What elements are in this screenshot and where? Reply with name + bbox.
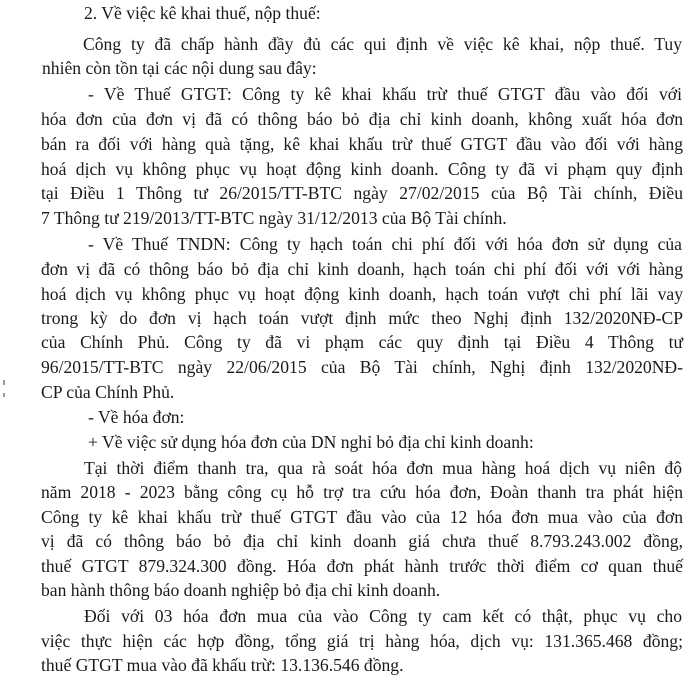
paragraph-line: bán ra đối với hàng quà tặng, kê khai khấu trừ thuế GTGT đầu vào đối với hàng bbox=[41, 134, 683, 154]
subheading: - Về hóa đơn: bbox=[88, 407, 185, 427]
paragraph-line: ban hành thông báo doanh nghiệp bỏ địa chỉ kinh doanh. bbox=[41, 580, 441, 600]
paragraph-line: hóa đơn của đơn vị đã có thông báo bỏ địa chỉ kinh doanh, không xuất hóa đơn bbox=[41, 109, 683, 129]
paragraph-line: tại Điều 1 Thông tư 26/2015/TT-BTC ngày 27/02/2015 của Bộ Tài chính, Điều bbox=[41, 183, 683, 203]
paragraph-line: 7 Thông tư 219/2013/TT-BTC ngày 31/12/2013 của Bộ Tài chính. bbox=[41, 208, 507, 228]
subheading: + Về việc sử dụng hóa đơn của DN nghỉ bỏ địa chỉ kinh doanh: bbox=[88, 432, 534, 452]
paragraph-line: hoá dịch vụ không phục vụ hoạt động kinh doanh, hạch toán vượt chi phí lãi vay bbox=[41, 284, 683, 304]
paragraph-line: của Chính Phủ. Công ty đã vi phạm các quy định tại Điều 4 Thông tư bbox=[41, 332, 683, 352]
paragraph-line: 96/2015/TT-BTC ngày 22/06/2015 của Bộ Tài chính, Nghị định 132/2020NĐ- bbox=[41, 357, 683, 377]
paragraph-line: thuế GTGT 879.324.300 đồng. Hóa đơn phát hành trước thời điểm cơ quan thuế bbox=[41, 556, 683, 576]
paragraph-line: Công ty kê khai khấu trừ thuế GTGT đầu vào của 12 hóa đơn mua vào của đơn bbox=[41, 507, 683, 527]
paragraph-line: thuế GTGT mua vào đã khấu trừ: 13.136.546 đồng. bbox=[41, 655, 404, 675]
paragraph-line: CP của Chính Phủ. bbox=[41, 382, 175, 402]
paragraph-line: trong kỳ do đơn vị hạch toán vượt định mức theo Nghị định 132/2020NĐ-CP bbox=[41, 308, 683, 328]
paragraph-line: - Về Thuế GTGT: Công ty kê khai khấu trừ thuế GTGT đầu vào đối với bbox=[88, 84, 682, 104]
paragraph-line: vị đã có thông báo bỏ địa chỉ kinh doanh giá chưa thuế 8.793.243.002 đồng, bbox=[41, 531, 683, 551]
scan-speck bbox=[3, 380, 5, 385]
paragraph-line: đơn vị đã có thông báo bỏ địa chỉ kinh doanh, hạch toán chi phí đối với với hàng bbox=[41, 259, 683, 279]
paragraph-line: Đối với 03 hóa đơn mua của vào Công ty cam kết có thật, phục vụ cho bbox=[84, 606, 682, 626]
paragraph-line: Tại thời điểm thanh tra, qua rà soát hóa đơn mua hàng hoá dịch vụ niên độ bbox=[84, 458, 682, 478]
paragraph-line: năm 2018 - 2023 bằng công cụ hỗ trợ tra cứu hóa đơn, Đoàn thanh tra phát hiện bbox=[41, 482, 683, 502]
paragraph-line: - Về Thuế TNDN: Công ty hạch toán chi phí đối với hóa đơn sử dụng của bbox=[88, 234, 682, 254]
scan-speck bbox=[3, 393, 5, 397]
paragraph-line: hoá dịch vụ không phục vụ hoạt động kinh doanh. Công ty đã vi phạm quy định bbox=[41, 159, 683, 179]
section-heading: 2. Về việc kê khai thuế, nộp thuế: bbox=[84, 3, 321, 23]
paragraph-line: Công ty đã chấp hành đầy đủ các qui định về việc kê khai, nộp thuế. Tuy bbox=[83, 34, 682, 54]
paragraph-line: việc thực hiện các hợp đồng, tổng giá trị hàng hóa, dịch vụ: 131.365.468 đồng; bbox=[41, 631, 683, 651]
paragraph-line: nhiên còn tồn tại các nội dung sau đây: bbox=[42, 58, 317, 78]
